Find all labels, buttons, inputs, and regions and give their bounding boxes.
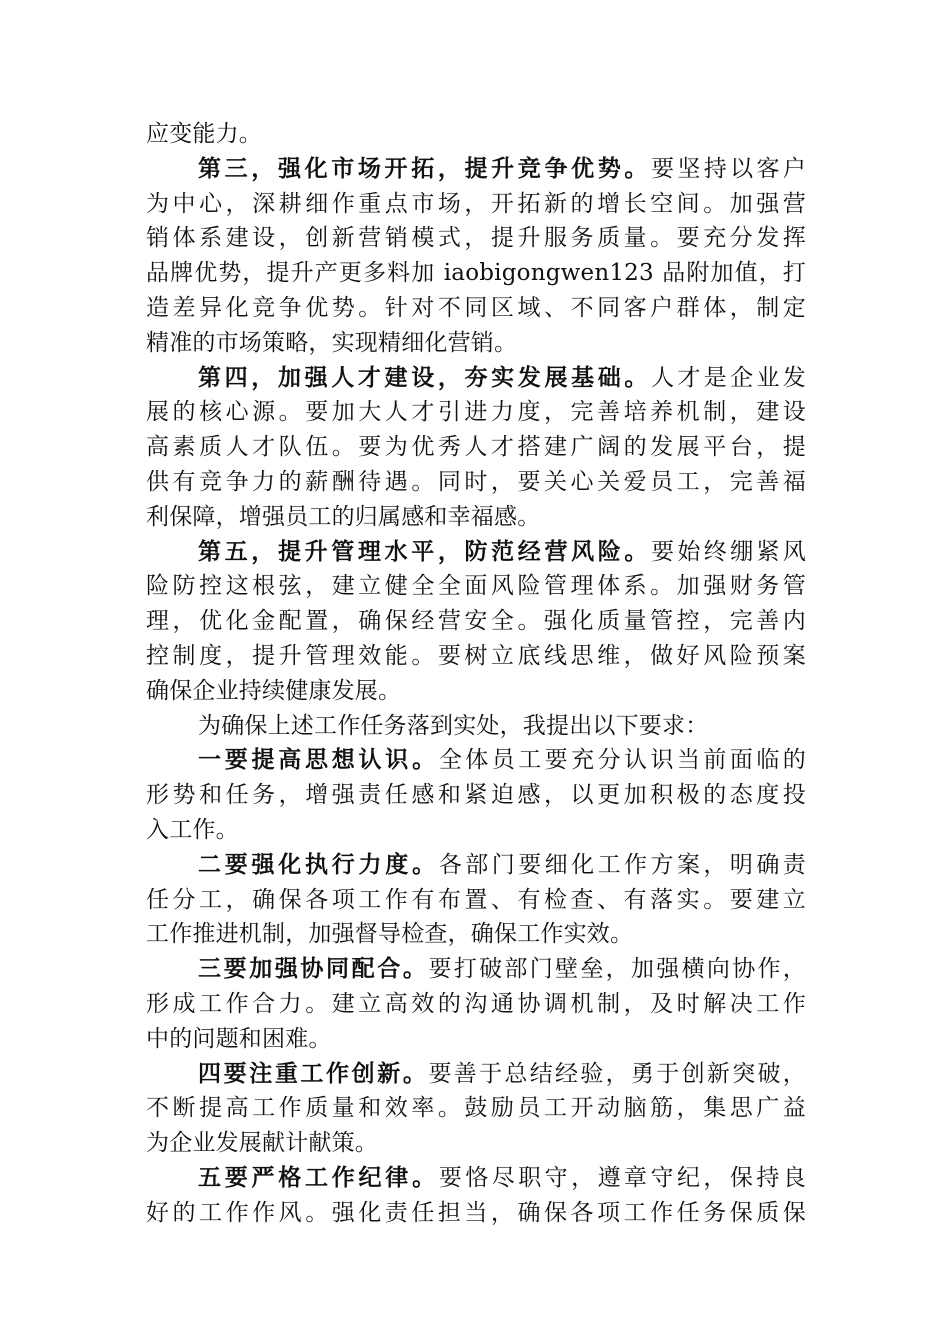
body-text: 人才是企业发 xyxy=(651,364,807,391)
body-text: 应变能力。 xyxy=(146,121,262,147)
bold-heading: 三要加强协同配合。 xyxy=(198,956,429,983)
body-text: 展的核心源。要加大人才引进力度，完善培养机制，建设 xyxy=(146,399,806,426)
text-line xyxy=(146,778,806,813)
text-line xyxy=(146,221,806,256)
body-text: 要始终绷紧风 xyxy=(651,538,807,565)
body-text: 中的问题和困难。 xyxy=(146,1025,332,1052)
body-text: 精准的市场策略，实现精细化营销。 xyxy=(146,329,518,356)
body-text: 控制度，提升管理效能。要树立底线思维，做好风险预案 xyxy=(146,642,806,669)
text-line xyxy=(146,430,806,465)
paragraph-first-line xyxy=(146,1057,806,1092)
body-text: 理，优化金配置，确保经营安全。强化质量管控，完善内 xyxy=(146,608,806,635)
body-text: 要坚持以客户 xyxy=(651,155,807,182)
paragraph-first-line xyxy=(146,1161,806,1196)
text-line xyxy=(146,639,806,674)
text-line xyxy=(146,117,806,152)
text-line xyxy=(146,674,806,709)
body-text: 高素质人才队伍。要为优秀人才搭建广阔的发展平台，提 xyxy=(146,434,806,461)
text-line xyxy=(146,395,806,430)
paragraph-first-line xyxy=(146,709,806,744)
paragraph-first-line xyxy=(146,152,806,187)
paragraph-first-line xyxy=(146,361,806,396)
text-line xyxy=(146,1126,806,1161)
paragraph-first-line xyxy=(146,848,806,883)
paragraph-first-line xyxy=(146,952,806,987)
body-text: 形势和任务，增强责任感和紧迫感，以更加积极的态度投 xyxy=(146,782,806,809)
bold-heading: 第四，加强人才建设，夯实发展基础。 xyxy=(198,364,652,391)
text-line xyxy=(146,917,806,952)
bold-heading: 五要严格工作纪律。 xyxy=(198,1164,439,1191)
body-text: 好的工作作风。强化责任担当，确保各项工作任务保质保 xyxy=(146,1199,806,1226)
body-text: 确保企业持续健康发展。 xyxy=(146,677,402,704)
body-text: 利保障，增强员工的归属感和幸福感。 xyxy=(146,503,541,530)
bold-heading: 第三，强化市场开拓，提升竞争优势。 xyxy=(198,155,652,182)
body-text: 为企业发展献计献策。 xyxy=(146,1130,378,1157)
body-text: 全体员工要充分认识当前面临的 xyxy=(438,747,806,774)
text-line xyxy=(146,1022,806,1057)
text-line xyxy=(146,987,806,1022)
body-text: 品牌优势，提升产更多料加 iaobigongwen123 品附加值，打 xyxy=(146,260,806,287)
text-line xyxy=(146,604,806,639)
body-text: 要打破部门壁垒，加强横向协作， xyxy=(428,956,807,983)
body-text: 为确保上述工作任务落到实处，我提出以下要求： xyxy=(198,712,709,739)
paragraph-first-line xyxy=(146,743,806,778)
text-line xyxy=(146,1196,806,1231)
document-page xyxy=(146,117,806,1231)
body-text: 销体系建设，创新营销模式，提升服务质量。要充分发挥 xyxy=(146,225,806,252)
text-line xyxy=(146,291,806,326)
text-line xyxy=(146,813,806,848)
text-line xyxy=(146,256,806,291)
bold-heading: 四要注重工作创新。 xyxy=(198,1060,429,1087)
text-line xyxy=(146,883,806,918)
paragraph-first-line xyxy=(146,535,806,570)
text-line xyxy=(146,326,806,361)
body-text: 险防控这根弦，建立健全全面风险管理体系。加强财务管 xyxy=(146,573,806,600)
text-line xyxy=(146,187,806,222)
body-text: 工作推进机制，加强督导检查，确保工作实效。 xyxy=(146,921,634,948)
text-line xyxy=(146,500,806,535)
body-text: 任分工，确保各项工作有布置、有检查、有落实。要建立 xyxy=(146,886,806,913)
body-text: 要善于总结经验，勇于创新突破， xyxy=(428,1060,807,1087)
bold-heading: 二要强化执行力度。 xyxy=(198,851,439,878)
text-line xyxy=(146,465,806,500)
body-text: 造差异化竞争优势。针对不同区域、不同客户群体，制定 xyxy=(146,294,806,321)
body-text: 供有竞争力的薪酬待遇。同时，要关心关爱员工，完善福 xyxy=(146,468,806,495)
body-text: 为中心，深耕细作重点市场，开拓新的增长空间。加强营 xyxy=(146,190,806,217)
body-text: 入工作。 xyxy=(146,816,239,843)
bold-heading: 第五，提升管理水平，防范经营风险。 xyxy=(198,538,652,565)
body-text: 形成工作合力。建立高效的沟通协调机制，及时解决工作 xyxy=(146,990,806,1017)
bold-heading: 一要提高思想认识。 xyxy=(198,747,439,774)
body-text: 要恪尽职守，遵章守纪，保持良 xyxy=(438,1164,806,1191)
body-text: 各部门要细化工作方案，明确责 xyxy=(438,851,806,878)
body-text: 不断提高工作质量和效率。鼓励员工开动脑筋，集思广益 xyxy=(146,1095,806,1122)
text-line xyxy=(146,1091,806,1126)
text-line xyxy=(146,569,806,604)
